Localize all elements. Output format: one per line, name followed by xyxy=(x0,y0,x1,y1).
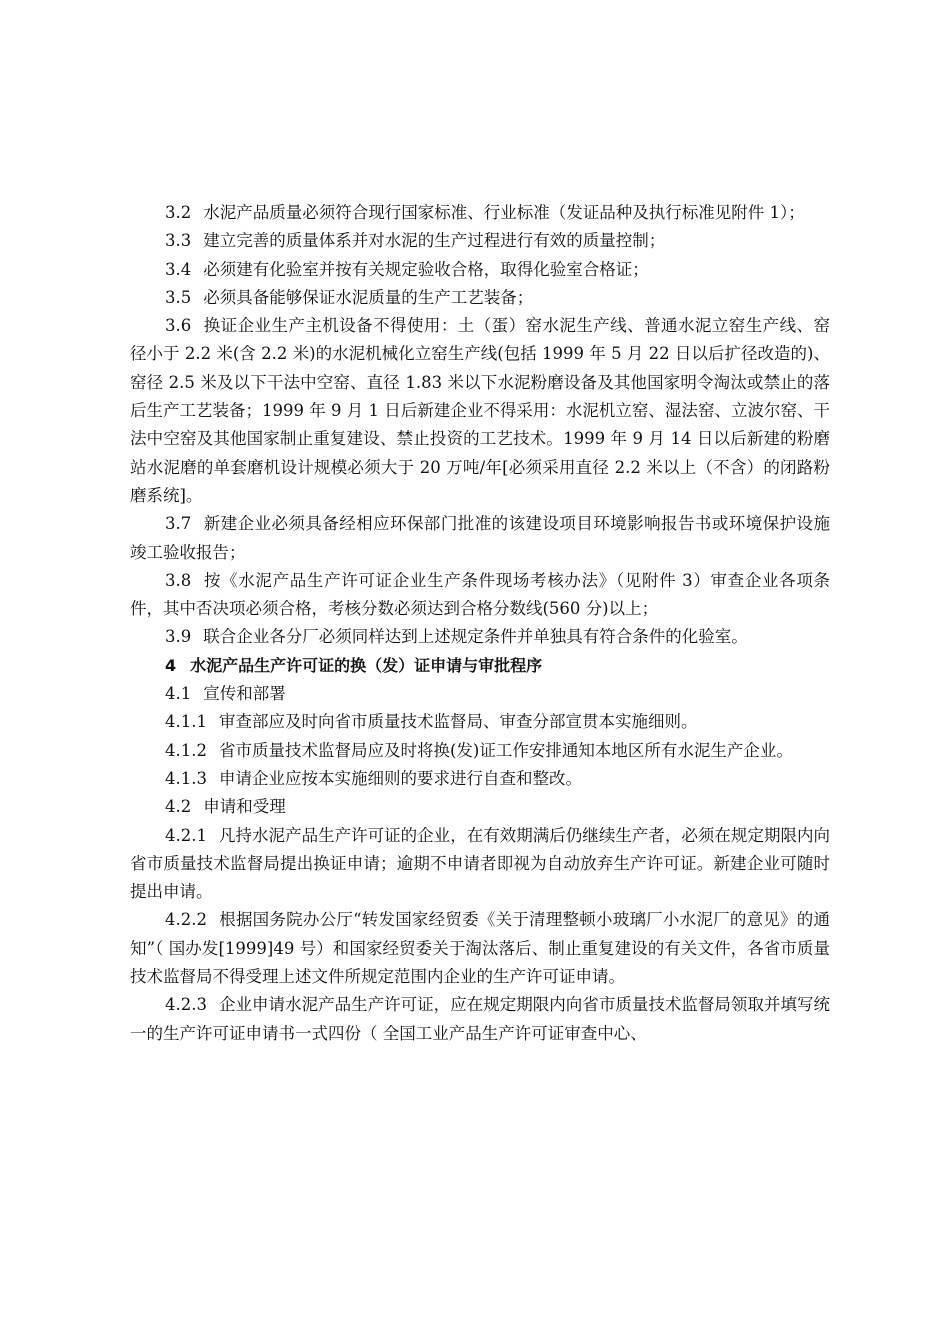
clause-number: 3.9 xyxy=(165,627,192,647)
clause-4-2-2 xyxy=(130,906,830,991)
clause-3-5 xyxy=(130,284,830,312)
clause-text: 根据国务院办公厅“转发国家经贸委《关于清理整顿小玻璃厂小水泥厂的意见》的通知”（ 国办发[1999]49 号）和国家经贸委关于淘汰落后、制止重复建设的有关文件，各省市质量技术监督局不得受理上述文件所规定范围内企业的生产许可证申请。 xyxy=(130,910,830,987)
clause-text: 联合企业各分厂必须同样达到上述规定条件并单独具有符合条件的化验室。 xyxy=(203,627,748,647)
clause-text: 建立完善的质量体系并对水泥的生产过程进行有效的质量控制； xyxy=(203,231,666,251)
clause-text: 凡持水泥产品生产许可证的企业，在有效期满后仍继续生产者，必须在规定期限内向省市质量技术监督局提出换证申请；逾期不申请者即视为自动放弃生产许可证。新建企业可随时提出申请。 xyxy=(130,825,830,902)
section-number: 4 xyxy=(165,655,177,675)
clause-text: 水泥产品质量必须符合现行国家标准、行业标准（发证品种及执行标准见附件 1）； xyxy=(203,203,805,222)
clause-3-6 xyxy=(130,312,830,510)
clause-text: 必须建有化验室并按有关规定验收合格，取得化验室合格证； xyxy=(203,259,649,279)
clause-number: 3.4 xyxy=(165,259,192,279)
clause-number: 3.7 xyxy=(165,514,192,534)
clause-number: 3.6 xyxy=(165,316,192,336)
clause-3-2 xyxy=(130,199,830,227)
clause-text: 新建企业必须具备经相应环保部门批准的该建设项目环境影响报告书或环境保护设施竣工验收报告； xyxy=(130,514,830,562)
clause-number: 4.1.3 xyxy=(165,768,207,788)
section-title: 水泥产品生产许可证的换（发）证申请与审批程序 xyxy=(190,655,543,675)
clause-4-1 xyxy=(130,680,830,708)
clause-3-3 xyxy=(130,227,830,255)
clause-4-2 xyxy=(130,793,830,821)
clause-number: 3.5 xyxy=(165,287,192,307)
clause-text: 审查部应及时向省市质量技术监督局、审查分部宣贯本实施细则。 xyxy=(218,712,698,732)
clause-number: 4.1.2 xyxy=(165,740,207,760)
clause-number: 3.8 xyxy=(165,570,192,590)
clause-number: 4.2 xyxy=(165,797,192,817)
clause-3-8 xyxy=(130,567,830,624)
clause-number: 4.2.2 xyxy=(165,910,207,930)
clause-number: 4.2.3 xyxy=(165,995,207,1015)
clause-number: 4.2.1 xyxy=(165,825,207,845)
clause-number: 3.2 xyxy=(165,203,192,222)
clause-text: 宣传和部署 xyxy=(203,684,286,704)
clause-text: 按《水泥产品生产许可证企业生产条件现场考核办法》（见附件 3）审查企业各项条件，其中否决项必须合格，考核分数必须达到合格分数线(560 分)以上； xyxy=(130,570,830,619)
clause-4-2-3 xyxy=(130,991,830,1048)
clause-number: 3.3 xyxy=(165,231,192,251)
clause-4-1-2 xyxy=(130,737,830,765)
clause-text: 换证企业生产主机设备不得使用：土（蛋）窑水泥生产线、普通水泥立窑生产线、窑径小于 2.2 米(含 2.2 米)的水泥机械化立窑生产线(包括 1999 年 5 月 22 日以后扩径改造的)、窑径 2.5 米及以下干法中空窑、直径 1.83 米以下水泥粉磨设备及其他国家明令淘汰或禁止的落后生产工艺装备；1999 年 9 月 1 日后新建企业不得采用：水泥机立窑、湿法窑、立波尔窑、干法中空窑及其他国家制止重复建设、禁止投资的工艺技术。1999 年 9 月 14 日以后新建的粉磨站水泥磨的单套磨机设计规模必须大于 20 万吨/年[必须采用直径 2.2 米以上（不含）的闭路粉磨系统]。 xyxy=(130,316,830,505)
section-4-heading xyxy=(130,652,830,680)
clause-number: 4.1 xyxy=(165,684,192,704)
clause-text: 必须具备能够保证水泥质量的生产工艺装备； xyxy=(203,287,534,307)
clause-4-1-3 xyxy=(130,765,830,793)
clause-text: 企业申请水泥产品生产许可证，应在规定期限内向省市质量技术监督局领取并填写统一的生产许可证申请书一式四份（ 全国工业产品生产许可证审查中心、 xyxy=(130,995,830,1043)
clause-4-1-1 xyxy=(130,708,830,736)
clause-text: 申请企业应按本实施细则的要求进行自查和整改。 xyxy=(218,768,582,788)
clause-number: 4.1.1 xyxy=(165,712,207,732)
clause-3-4 xyxy=(130,256,830,284)
document-page xyxy=(130,199,830,1048)
clause-3-9 xyxy=(130,623,830,651)
clause-4-2-1 xyxy=(130,822,830,907)
clause-text: 申请和受理 xyxy=(203,797,286,817)
clause-text: 省市质量技术监督局应及时将换(发)证工作安排通知本地区所有水泥生产企业。 xyxy=(218,740,793,760)
clause-3-7 xyxy=(130,510,830,567)
